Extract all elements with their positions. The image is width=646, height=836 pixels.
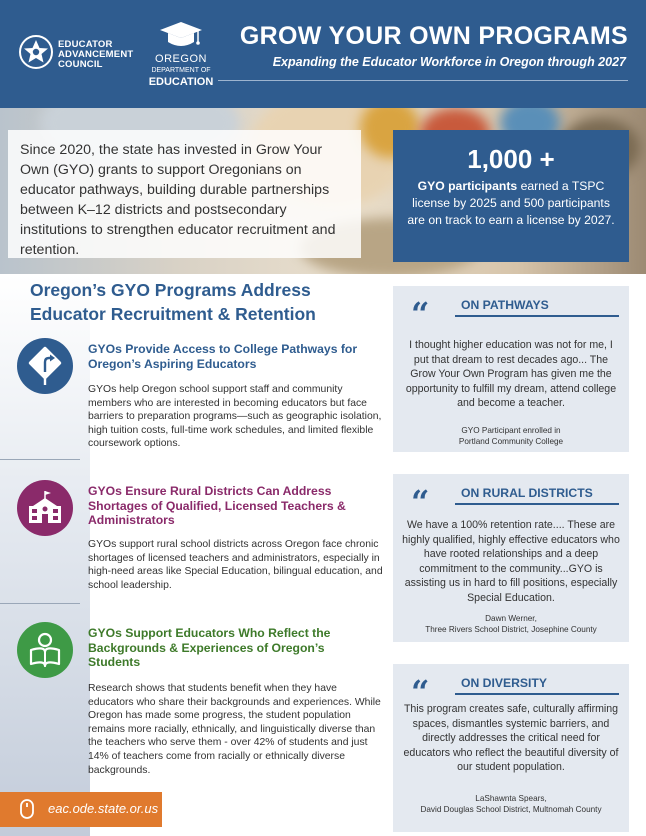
quote-attribution-line-1: GYO Participant enrolled in: [461, 426, 561, 435]
page-title: GROW YOUR OWN PROGRAMS: [239, 22, 628, 50]
section-divider: [0, 603, 80, 604]
quote-rule: [455, 315, 619, 317]
star-badge-icon: [18, 34, 54, 70]
intro-box: [8, 130, 361, 258]
reader-icon: [17, 622, 73, 678]
eac-logo-line-1: EDUCATOR: [58, 39, 113, 50]
mouse-icon: [16, 798, 38, 820]
ode-logo-line-2: DEPARTMENT OF: [151, 67, 211, 74]
quote-diversity: [393, 664, 629, 832]
quote-text: This program creates safe, culturally affirming spaces, dismantles systemic barriers, and directly addresses the critical need for educators who reflect the beautiful diversity of our student population.: [403, 703, 619, 774]
item-body-rural: GYOs support rural school districts across Oregon face chronic shortages of licensed teachers and administrators, especially in high-need areas like Special Education, bilingual education, and school leadership.: [88, 539, 383, 591]
ode-logo-line-1: OREGON: [155, 53, 207, 65]
section-title: Oregon’s GYO Programs Address Educator Recruitment & Retention: [30, 280, 316, 324]
stat-description: [405, 178, 617, 229]
page-subtitle: Expanding the Educator Workforce in Oregon through 2027: [272, 55, 626, 69]
ode-logo-line-3: EDUCATION: [148, 76, 214, 88]
quote-rule: [455, 693, 619, 695]
stat-number: 1,000 +: [467, 144, 555, 174]
ode-logo: [146, 20, 216, 88]
intro-text: Since 2020, the state has invested in Grow Your Own (GYO) grants to support Oregonians on educator pathways, building durable partnerships between K–12 districts and postsecondary institutions to strengthen educator recruitment and retention.: [20, 142, 336, 258]
quote-attribution-line-2: David Douglas School District, Multnomah County: [420, 804, 602, 814]
quote-attribution: [399, 614, 623, 635]
header-banner: [0, 0, 646, 108]
quote-pathways: [393, 286, 629, 452]
quote-label: ON RURAL DISTRICTS: [461, 486, 593, 500]
schoolhouse-icon: [17, 480, 73, 536]
quote-attribution-line-2: Three Rivers School District, Josephine County: [425, 624, 597, 634]
quote-label: ON PATHWAYS: [461, 298, 549, 312]
quote-header: [403, 295, 619, 333]
item-heading-pathways: GYOs Provide Access to College Pathways for Oregon’s Aspiring Educators: [88, 342, 358, 371]
quote-text: I thought higher education was not for me, I put that dream to rest decades ago... The Grow Your Own Program has given me the opportunity to fulfill my dream, attend college and become a teacher.: [405, 339, 617, 410]
quote-rule: [455, 503, 619, 505]
section-divider: [0, 459, 80, 460]
road-sign-icon: [17, 338, 73, 394]
item-body-pathways: GYOs help Oregon school support staff and community members who are interested in becoming educators but face barriers to preparation programs—such as geographic isolation, high tuition costs, full-time work schedules, and limited flexible coursework options.: [88, 384, 382, 450]
quote-attribution: [399, 426, 623, 447]
eac-logo-line-2: ADVANCEMENT: [58, 49, 134, 60]
quote-attribution-line-2: Portland Community College: [458, 436, 564, 446]
quote-mark-icon: “: [411, 673, 430, 711]
quote-mark-icon: “: [411, 483, 430, 521]
quote-mark-icon: “: [411, 295, 430, 333]
quote-label: ON DIVERSITY: [461, 676, 548, 690]
quote-attribution-line-1: Dawn Werner,: [485, 614, 537, 623]
eac-logo-line-3: COUNCIL: [58, 59, 103, 70]
quote-attribution: [399, 794, 623, 815]
quote-header: [403, 673, 619, 711]
item-heading-rural: GYOs Ensure Rural Districts Can Address Shortages of Qualified, Licensed Teachers & Administrators: [88, 484, 346, 527]
website-url[interactable]: eac.ode.state.or.us: [48, 801, 159, 816]
item-heading-diversity: GYOs Support Educators Who Reflect the Backgrounds & Experiences of Oregon’s Students: [88, 626, 331, 669]
quote-attribution-line-1: LaShawnta Spears,: [475, 794, 547, 803]
graduation-cap-icon: [158, 20, 204, 52]
item-body-diversity: Research shows that students benefit when they have educators who share their backgrounds and experiences. While Oregon has made some progress, the student population remains more racially, ethnically, and linguistically diverse than the teachers who serve them - over 42% of students and just 14% of teachers come from racially or ethnically diverse backgrounds.: [88, 683, 381, 776]
eac-logo: [18, 34, 138, 78]
stat-text: earned a TSPC license by 2025 and 500 participants are on track to earn a license by 2027.: [407, 179, 615, 227]
quote-rural: [393, 474, 629, 642]
header-divider: [218, 80, 628, 81]
stat-callout: [393, 130, 629, 262]
stat-bold-lead: GYO participants: [417, 179, 518, 193]
quote-header: [403, 483, 619, 521]
website-link[interactable]: [0, 792, 162, 827]
quote-text: We have a 100% retention rate.... These are highly qualified, highly effective educators who have rooted relationships and a deep commitment to the community...GYO is assisting us in hard to fill positions, especially Special Education.: [402, 519, 620, 604]
